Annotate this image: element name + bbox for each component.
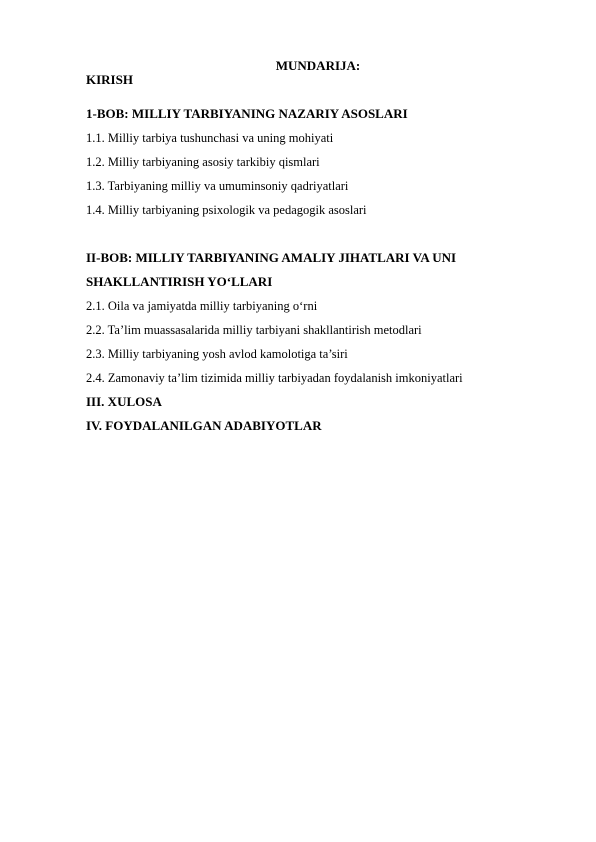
chapter2-heading-line1: II-BOB: MILLIY TARBIYANING AMALIY JIHATLARI VA UNI [86, 250, 457, 265]
section-2-4: 2.4. Zamonaviy ta’lim tizimida milliy tarbiyadan foydalanish imkoniyatlari [86, 371, 463, 385]
section-2-1: 2.1. Oila va jamiyatda milliy tarbiyaning o‘rni [86, 299, 318, 313]
section-1-2: 1.2. Milliy tarbiyaning asosiy tarkibiy qismlari [86, 155, 320, 169]
conclusion-entry: III. XULOSA [86, 394, 162, 409]
section-1-1: 1.1. Milliy tarbiya tushunchasi va uning mohiyati [86, 131, 334, 145]
section-1-3: 1.3. Tarbiyaning milliy va umuminsoniy qadriyatlari [86, 179, 349, 193]
chapter2-heading-line2: SHAKLLANTIRISH YO‘LLARI [86, 274, 273, 289]
section-2-3: 2.3. Milliy tarbiyaning yosh avlod kamolotiga ta’siri [86, 347, 348, 361]
chapter1-heading: 1-BOB: MILLIY TARBIYANING NAZARIY ASOSLARI [86, 106, 408, 121]
section-1-4: 1.4. Milliy tarbiyaning psixologik va pedagogik asoslari [86, 203, 367, 217]
intro-entry: KIRISH [86, 72, 133, 87]
section-2-2: 2.2. Ta’lim muassasalarida milliy tarbiyani shakllantirish metodlari [86, 323, 422, 337]
references-entry: IV. FOYDALANILGAN ADABIYOTLAR [86, 418, 322, 433]
toc-title: MUNDARIJA: [275, 58, 361, 73]
